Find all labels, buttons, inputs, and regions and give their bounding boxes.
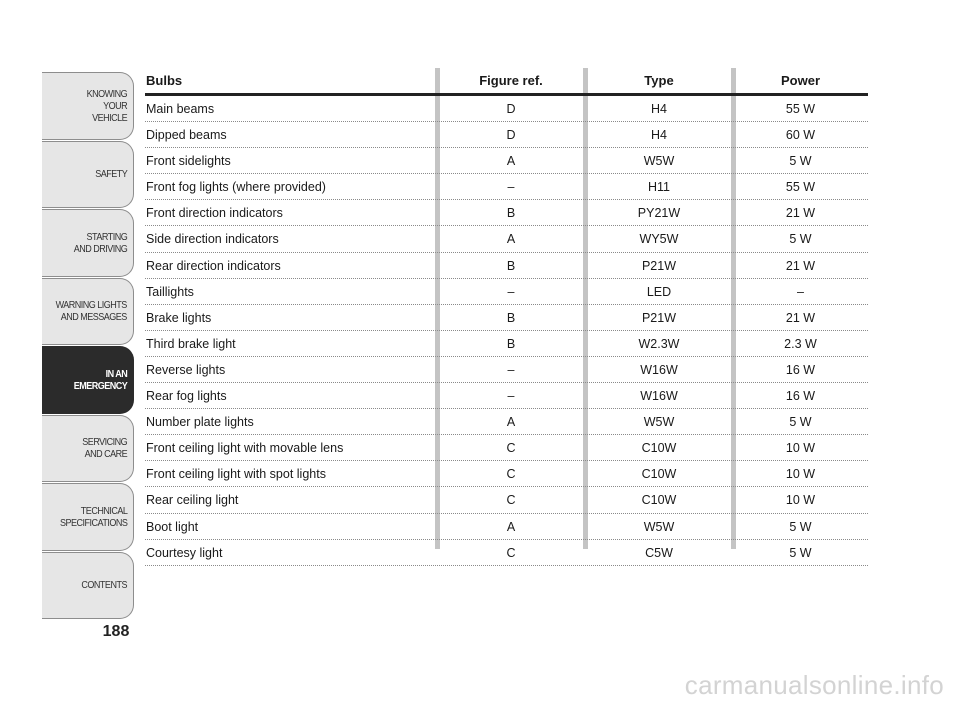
bulb-type: H4	[651, 102, 667, 116]
bulb-power: 5 W	[789, 519, 812, 534]
table-row	[145, 174, 868, 200]
bulb-power: –	[797, 284, 804, 299]
bulb-type: LED	[646, 284, 672, 299]
bulb-name: Front direction indicators	[146, 206, 283, 221]
bulb-type: P21W	[641, 258, 677, 273]
figure-ref: A	[506, 232, 516, 247]
bulb-type: W5W	[643, 154, 675, 169]
table-row	[145, 357, 868, 383]
bulb-power: 5 W	[789, 232, 812, 247]
bulb-type: C10W	[641, 467, 677, 482]
bulb-type: H4	[651, 128, 667, 143]
tab-label: IN AN EMERGENCY	[73, 367, 127, 392]
table-row	[145, 487, 868, 513]
bulb-name: Front ceiling light with spot lights	[146, 467, 326, 482]
bulb-name: Courtesy light	[146, 545, 223, 560]
tab-safety[interactable]	[42, 141, 134, 209]
header-figure-ref: Figure ref.	[479, 73, 543, 88]
tab-label: CONTENTS	[81, 579, 127, 592]
tab-warning-lights[interactable]	[42, 278, 134, 346]
figure-ref: C	[506, 467, 516, 482]
figure-ref: C	[506, 441, 516, 456]
bulb-name: Front ceiling light with movable lens	[146, 441, 344, 456]
figure-ref: B	[506, 310, 516, 325]
table-row	[145, 226, 868, 252]
tab-label: SERVICING AND CARE	[82, 436, 127, 461]
bulb-name: Rear direction indicators	[146, 258, 281, 273]
table-row	[145, 383, 868, 409]
bulb-type: W5W	[643, 415, 675, 430]
bulb-name: Rear fog lights	[146, 389, 227, 404]
tab-label: KNOWING YOUR VEHICLE	[86, 87, 127, 124]
tab-starting-and-driving[interactable]	[42, 209, 134, 277]
figure-ref: B	[506, 336, 516, 351]
bulb-power: 10 W	[785, 441, 816, 456]
bulb-name: Rear ceiling light	[146, 493, 239, 508]
bulb-name: Side direction indicators	[146, 232, 279, 247]
table-row	[145, 279, 868, 305]
bulb-power: 21 W	[785, 258, 816, 273]
bulb-power: 55 W	[785, 102, 816, 116]
bulb-name: Front fog lights (where provided)	[146, 180, 326, 195]
bulb-name: Dipped beams	[146, 128, 227, 143]
table-header	[145, 68, 868, 96]
table-row	[145, 122, 868, 148]
tab-technical-specifications[interactable]	[42, 483, 134, 551]
bulb-power: 10 W	[785, 493, 816, 508]
bulb-type: WY5W	[639, 232, 679, 247]
bulb-power: 5 W	[789, 545, 812, 560]
table-row	[145, 409, 868, 435]
bulb-name: Brake lights	[146, 310, 212, 325]
table-row	[145, 253, 868, 279]
table-row	[145, 540, 868, 566]
figure-ref: A	[506, 154, 516, 169]
bulb-power: 10 W	[785, 467, 816, 482]
bulb-type: C5W	[645, 545, 673, 560]
bulb-power: 2.3 W	[784, 336, 817, 351]
bulb-type: C10W	[641, 441, 677, 456]
figure-ref: A	[506, 415, 516, 430]
header-bulbs: Bulbs	[146, 73, 183, 88]
table-row	[145, 305, 868, 331]
figure-ref: B	[506, 258, 516, 273]
table-row	[145, 200, 868, 226]
tab-servicing-and-care[interactable]	[42, 415, 134, 483]
bulb-power: 60 W	[785, 128, 816, 143]
figure-ref: D	[506, 102, 516, 116]
bulb-power: 16 W	[785, 389, 816, 404]
table-row	[145, 148, 868, 174]
table-row	[145, 435, 868, 461]
tab-label: WARNING LIGHTS AND MESSAGES	[55, 299, 127, 324]
bulb-power: 16 W	[785, 362, 816, 377]
bulb-type: P21W	[641, 310, 677, 325]
table-row	[145, 96, 868, 122]
figure-ref: C	[506, 493, 516, 508]
bulb-name: Boot light	[146, 519, 199, 534]
table-row	[145, 514, 868, 540]
chapter-tabs	[42, 72, 134, 620]
tab-in-an-emergency[interactable]	[42, 346, 134, 414]
figure-ref: A	[506, 519, 516, 534]
bulb-power: 5 W	[789, 415, 812, 430]
bulb-name: Front sidelights	[146, 154, 231, 169]
watermark: carmanualsonline.info	[684, 670, 944, 700]
bulb-type: W5W	[643, 519, 675, 534]
bulb-power: 55 W	[785, 180, 816, 195]
header-type: Type	[644, 73, 674, 88]
bulb-power: 21 W	[785, 206, 816, 221]
table-row	[145, 461, 868, 487]
bulb-type: H11	[647, 180, 670, 195]
bulb-type: W16W	[640, 362, 678, 377]
bulb-name: Reverse lights	[146, 362, 226, 377]
bulb-type: C10W	[641, 493, 677, 508]
figure-ref: –	[507, 180, 515, 195]
bulbs-table	[145, 68, 868, 566]
tab-label: SAFETY	[94, 168, 127, 181]
table-row	[145, 331, 868, 357]
tab-label: STARTING AND DRIVING	[73, 230, 127, 255]
bulb-name: Third brake light	[146, 336, 236, 351]
figure-ref: –	[507, 284, 515, 299]
tab-knowing-your-vehicle[interactable]	[42, 72, 134, 140]
bulb-power: 5 W	[789, 154, 812, 169]
bulb-name: Taillights	[146, 284, 194, 299]
figure-ref: D	[506, 128, 516, 143]
bulb-power: 21 W	[785, 310, 816, 325]
bulb-type: W2.3W	[638, 336, 680, 351]
page-number: 188	[102, 623, 130, 640]
bulb-name: Main beams	[146, 102, 215, 116]
header-power: Power	[780, 73, 820, 88]
bulb-type: PY21W	[637, 206, 681, 221]
tab-contents[interactable]	[42, 552, 134, 620]
figure-ref: –	[507, 362, 515, 377]
tab-label: TECHNICAL SPECIFICATIONS	[59, 504, 127, 529]
figure-ref: –	[507, 389, 515, 404]
bulb-type: W16W	[640, 389, 678, 404]
figure-ref: C	[506, 545, 516, 560]
bulb-name: Number plate lights	[146, 415, 254, 430]
figure-ref: B	[506, 206, 516, 221]
